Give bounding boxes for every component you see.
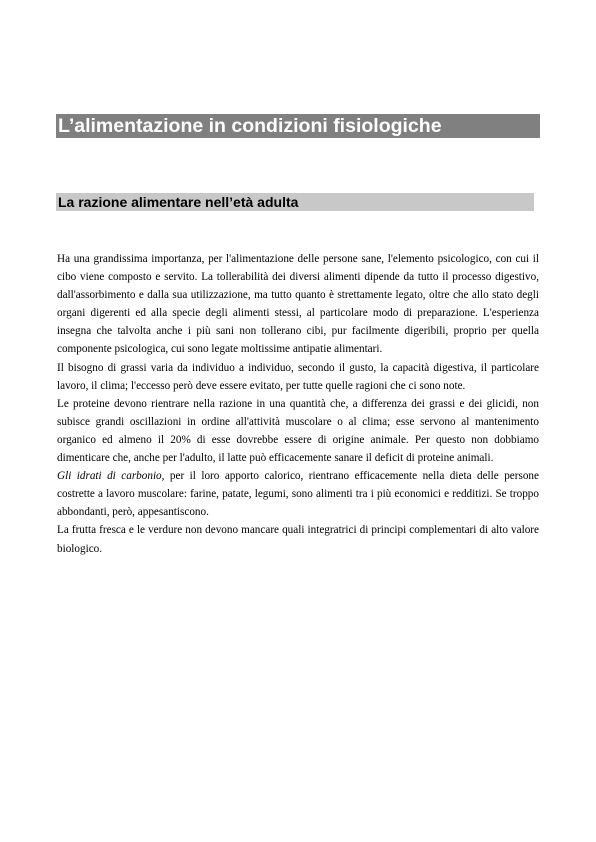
paragraph-1-text: Ha una grandissima importanza, per l'alimentazione delle persone sane, l'elemento psicologico, con cui il cibo viene composto e servito. La tollerabilità dei diversi alimenti dipende da tutto il processo digestivo, dall'assorbimento e dalla sua utilizzazione, ma tutto quanto è strettamente legato, oltre che allo stato degli organi digerenti ed alla specie degli alimenti stessi, al particolare modo di preparazione. L'esperienza insegna che talvolta anche i più sani non tollerano cibi, pur facilmente digeribili, proprio per quella componente psicologica, cui sono legate moltissime antipatie alimentari. — [57, 253, 539, 356]
paragraph-4-italic-lead: Gli idrati di carbonio, — [57, 470, 165, 483]
paragraph-4-text: per il loro apporto calorico, rientrano efficacemente nella dieta delle persone costrette a lavoro muscolare: farine, patate, legumi, sono alimenti tra i più economici e redditizi. Se troppo abbondanti, però, appesantiscono. — [57, 470, 539, 519]
paragraph-2 — [57, 359, 539, 395]
title-bar — [56, 114, 540, 138]
paragraph-1 — [57, 250, 539, 359]
body-text — [57, 250, 539, 558]
paragraph-2-text: Il bisogno di grassi varia da individuo a individuo, secondo il gusto, la capacità digestiva, il particolare lavoro, il clima; l'eccesso però deve essere evitato, per tutte quelle ragioni che ci sono note. — [57, 361, 539, 392]
paragraph-5 — [57, 521, 539, 557]
page-title: L’alimentazione in condizioni fisiologiche — [58, 115, 442, 137]
paragraph-4 — [57, 467, 539, 521]
paragraph-3-text: Le proteine devono rientrare nella razione in una quantità che, a differenza dei grassi e dei glicidi, non subisce grandi oscillazioni in ordine all'attività muscolare o al clima; esse servono al mantenimento organico ed almeno il 20% di esse dovrebbe essere di origine animale. Per questo non dobbiamo dimenticare che, anche per l'adulto, il latte può efficacemente sanare il deficit di proteine animali. — [57, 397, 539, 465]
paragraph-3 — [57, 395, 539, 467]
paragraph-5-text: La frutta fresca e le verdure non devono mancare quali integratrici di principi complementari di alto valore biologico. — [57, 524, 539, 555]
subtitle-bar — [56, 193, 534, 211]
section-heading: La razione alimentare nell’età adulta — [58, 194, 299, 210]
